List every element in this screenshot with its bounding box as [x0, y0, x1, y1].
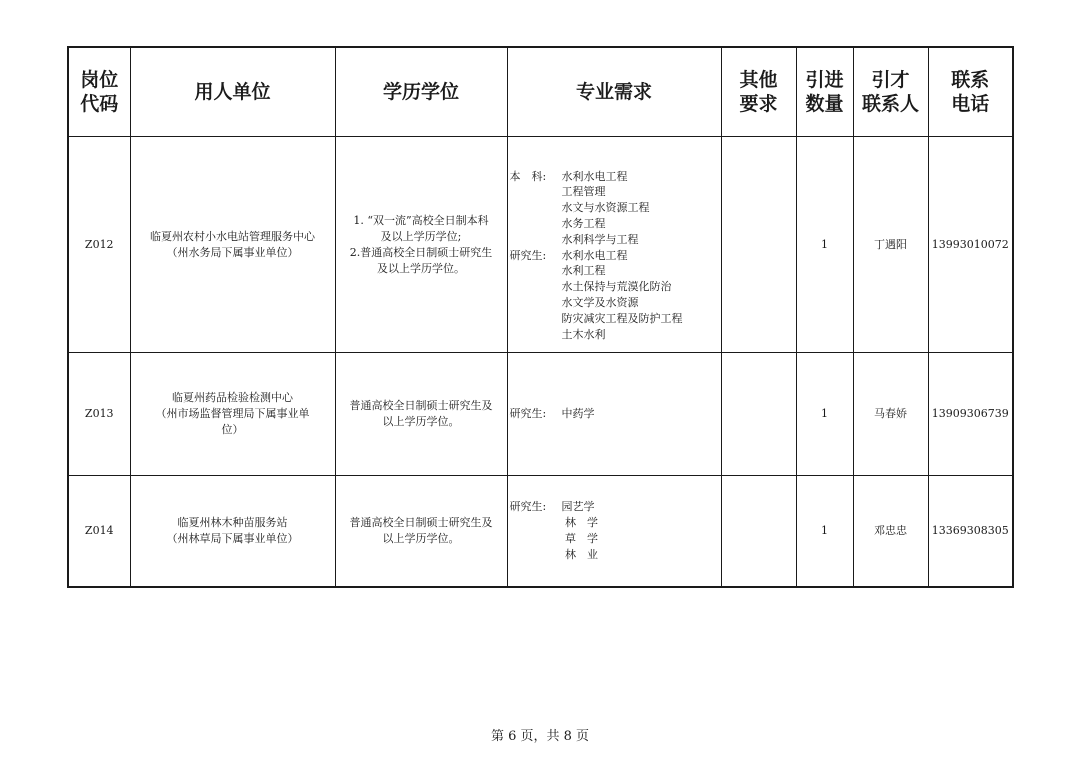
employer-unit [130, 137, 335, 353]
education-line: 普通高校全日制硕士研究生及 [349, 515, 493, 529]
major-list [562, 406, 595, 422]
education-line: 2.普通高校全日制硕士研究生 [349, 245, 493, 259]
position-code: Z014 [68, 476, 130, 587]
major-item: 林 业 [561, 547, 598, 561]
header-education-line1: 学历学位 [382, 81, 459, 103]
table-row [68, 137, 1013, 353]
employer-unit [130, 353, 335, 476]
major-item: 水土保持与荒漠化防治 [561, 280, 672, 294]
education-line: 1. “双一流”高校全日制本科 [353, 213, 489, 227]
other-requirement [721, 353, 796, 476]
contact-phone: 13909306739 [928, 353, 1013, 476]
header-phone [928, 47, 1013, 137]
other-requirement [721, 137, 796, 353]
education-line: 普通高校全日制硕士研究生及 [349, 399, 493, 412]
hire-count: 1 [796, 353, 853, 476]
employer-unit-line: 临夏州药品检验检测中心 [172, 391, 293, 404]
page-footer: 第 6 页，共 8 页 [490, 729, 590, 744]
hire-count: 1 [796, 137, 853, 353]
header-education [335, 47, 507, 137]
education-requirement [335, 137, 507, 353]
major-requirement [507, 137, 721, 353]
contact-phone: 13993010072 [928, 137, 1013, 353]
major-item: 水利水电工程 [561, 248, 628, 262]
employer-unit-line: 位） [221, 423, 244, 436]
major-group-graduate [508, 248, 721, 343]
major-group-label: 本 科: [509, 169, 547, 183]
education-line: 以上学历学位。 [382, 415, 460, 428]
header-contact-line1: 引才 [871, 69, 910, 91]
header-phone-line2: 电话 [951, 93, 990, 115]
major-group-label: 研究生: [509, 407, 547, 421]
table-row [68, 353, 1013, 476]
major-list [562, 499, 599, 562]
header-row [68, 47, 1013, 137]
contact-phone: 13369308305 [928, 476, 1013, 587]
employer-unit-line: （州水务局下属事业单位） [166, 245, 299, 259]
header-code [68, 47, 130, 137]
table-row [68, 476, 1013, 587]
header-count-line2: 数量 [805, 93, 844, 115]
header-count-line1: 引进 [805, 69, 844, 91]
major-item: 林 学 [561, 515, 598, 529]
major-item: 土木水利 [561, 327, 606, 341]
header-phone-line1: 联系 [951, 69, 990, 91]
major-item: 水文与水资源工程 [561, 201, 650, 215]
major-item: 水利科学与工程 [561, 232, 639, 246]
education-requirement [335, 353, 507, 476]
contact-person: 丁遇阳 [853, 137, 928, 353]
header-other [721, 47, 796, 137]
header-count [796, 47, 853, 137]
major-group-label: 研究生: [509, 500, 547, 514]
major-item: 草 学 [561, 531, 598, 545]
contact-person: 马春娇 [853, 353, 928, 476]
employer-unit-line: （州市场监督管理局下属事业单 [155, 407, 310, 420]
employer-unit [130, 476, 335, 587]
recruitment-table [67, 46, 1014, 588]
major-item: 水利水电工程 [561, 169, 628, 183]
contact-person: 邓忠忠 [853, 476, 928, 587]
header-contact-line2: 联系人 [861, 93, 919, 115]
education-line: 及以上学历学位。 [377, 261, 465, 275]
education-line: 及以上学历学位; [380, 229, 462, 243]
position-code: Z013 [68, 353, 130, 476]
other-requirement [721, 476, 796, 587]
header-major [507, 47, 721, 137]
major-list [562, 248, 683, 343]
employer-unit-line: 临夏州农村小水电站管理服务中心 [150, 229, 315, 243]
hire-count: 1 [796, 476, 853, 587]
position-code: Z012 [68, 137, 130, 353]
header-code-line1: 岗位 [80, 69, 119, 91]
header-unit [130, 47, 335, 137]
major-group-graduate [508, 406, 721, 422]
major-group-label: 研究生: [509, 248, 547, 262]
header-unit-line1: 用人单位 [194, 81, 271, 103]
major-item: 园艺学 [561, 500, 595, 514]
header-major-line1: 专业需求 [575, 81, 652, 103]
major-requirement [507, 353, 721, 476]
header-other-line1: 其他 [739, 69, 778, 91]
header-other-line2: 要求 [739, 93, 778, 115]
major-item: 防灾减灾工程及防护工程 [561, 311, 683, 325]
major-requirement [507, 476, 721, 587]
header-code-line2: 代码 [80, 93, 119, 115]
education-requirement [335, 476, 507, 587]
education-line: 以上学历学位。 [382, 531, 460, 545]
major-item: 工程管理 [561, 185, 606, 199]
major-group-graduate [508, 499, 721, 562]
major-item: 水务工程 [561, 217, 606, 230]
major-item: 中药学 [561, 407, 595, 421]
major-group-undergraduate [508, 169, 721, 248]
header-contact [853, 47, 928, 137]
major-list [562, 169, 650, 248]
major-item: 水利工程 [561, 264, 606, 278]
major-item: 水文学及水资源 [561, 295, 639, 309]
employer-unit-line: 临夏州林木种苗服务站 [177, 515, 288, 529]
employer-unit-line: （州林草局下属事业单位） [166, 531, 299, 545]
